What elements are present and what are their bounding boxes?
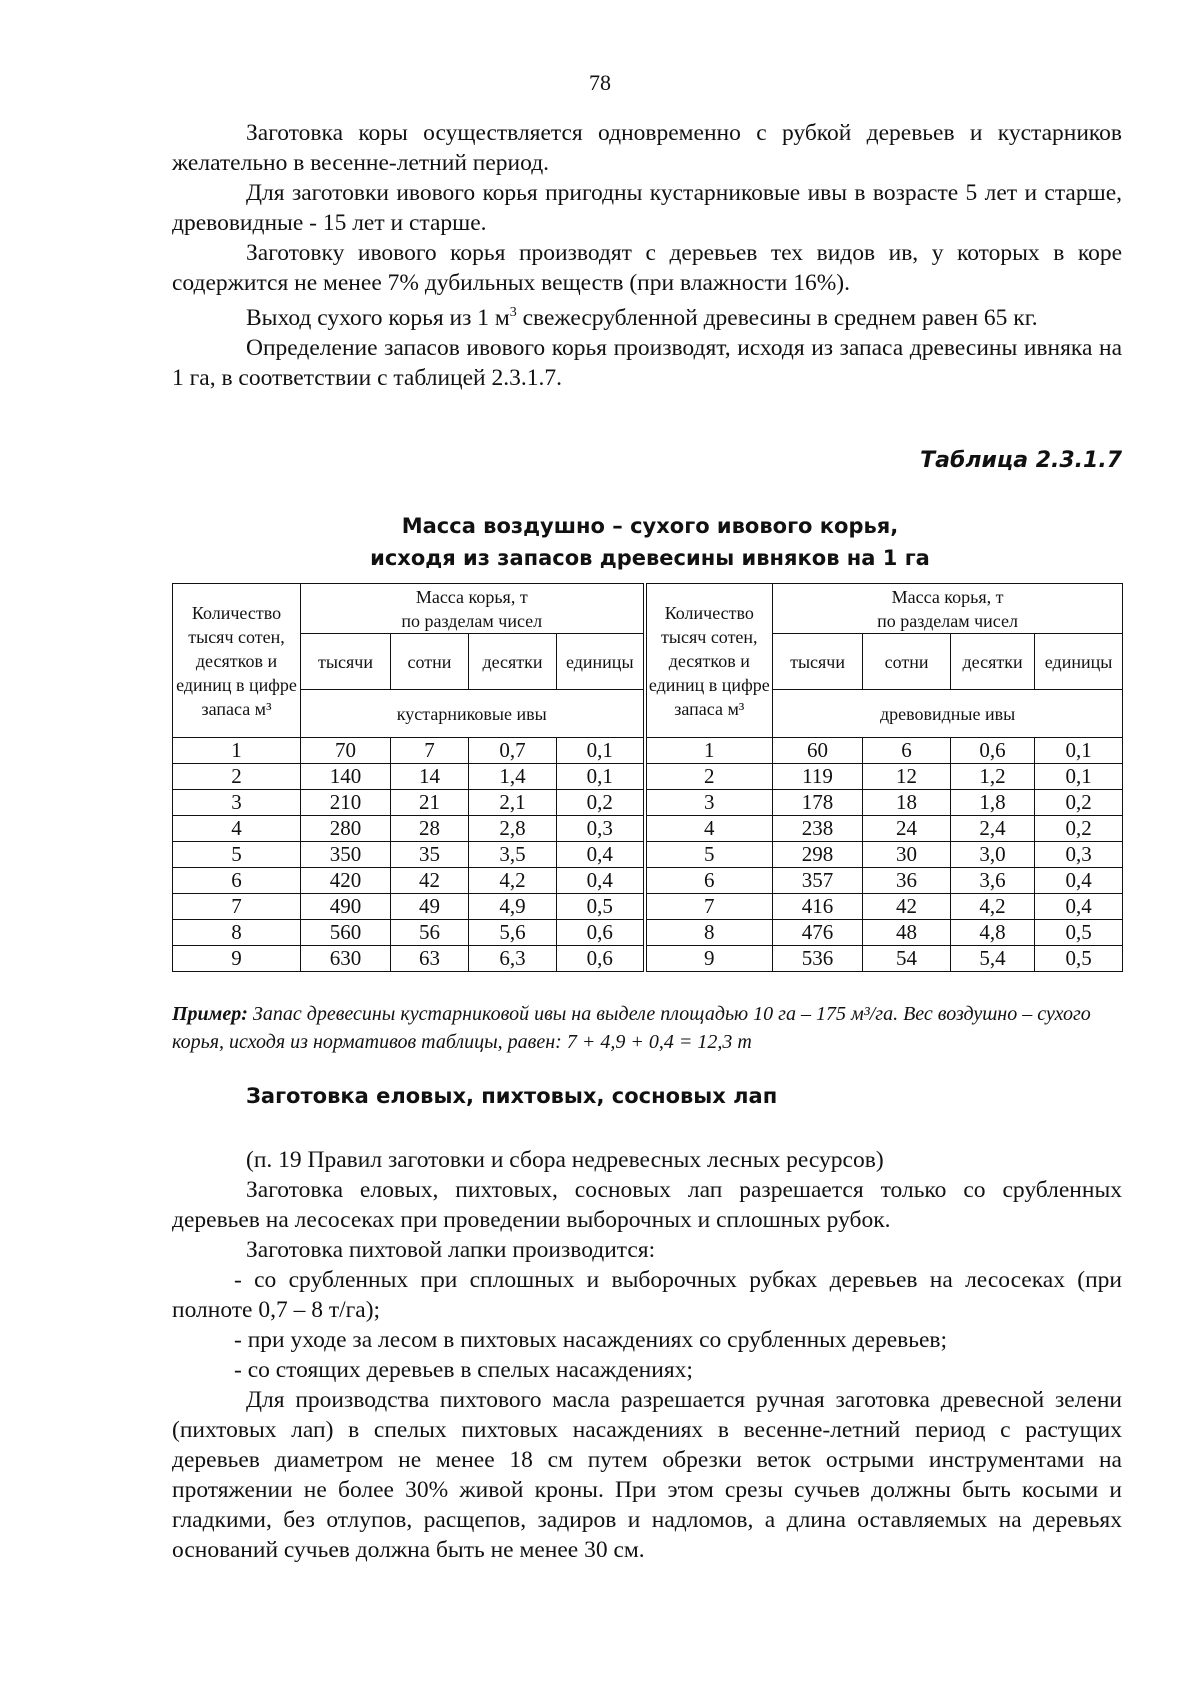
table-cell: 2,4 (951, 816, 1035, 842)
example-text: Запас древесины кустарниковой ивы на выделе площадью 10 га – 175 м³/га. Вес воздушно – сухого корья, исходя из нормативов таблицы, равен: 7 + 4,9 + 0,4 = 12,3 т (172, 1003, 1091, 1053)
table-cell: 4,9 (469, 894, 557, 920)
table-cell: 210 (301, 790, 391, 816)
stock-header-right: Количество тысяч сотен, десятков и единиц в цифре запаса м³ (645, 584, 773, 738)
table-cell: 0,2 (1035, 790, 1123, 816)
table-cell: 0,2 (1035, 816, 1123, 842)
table-cell: 630 (301, 946, 391, 972)
table-cell: 2 (173, 764, 301, 790)
table-row (173, 894, 1123, 920)
list-item: - при уходе за лесом в пихтовых насаждениях со срубленных деревьев; (234, 1327, 947, 1353)
table-cell: 490 (301, 894, 391, 920)
table-cell: 21 (391, 790, 469, 816)
table-row (173, 842, 1123, 868)
table-cell: 7 (645, 894, 773, 920)
table-cell: 3,6 (951, 868, 1035, 894)
table-cell: 4 (645, 816, 773, 842)
paragraph: Заготовка коры осуществляется одновременно с рубкой деревьев и кустарников желательно в весенне-летний период. (172, 120, 1122, 176)
table-cell: 420 (301, 868, 391, 894)
table-cell: 350 (301, 842, 391, 868)
paragraph: Для заготовки ивового корья пригодны кустарниковые ивы в возрасте 5 лет и старше, древовидные - 15 лет и старше. (172, 180, 1122, 236)
col-units: единицы (557, 634, 645, 690)
example-note (172, 1000, 1122, 1056)
table-cell: 3,0 (951, 842, 1035, 868)
table-cell: 0,4 (557, 868, 645, 894)
section-title: Заготовка еловых, пихтовых, сосновых лап (246, 1084, 778, 1108)
table-cell: 0,1 (557, 764, 645, 790)
table-cell: 4,8 (951, 920, 1035, 946)
col-units: единицы (1035, 634, 1123, 690)
table-row (173, 868, 1123, 894)
table-cell: 0,3 (557, 816, 645, 842)
table-cell: 56 (391, 920, 469, 946)
table-cell: 63 (391, 946, 469, 972)
table-cell: 12 (863, 764, 951, 790)
table-cell: 6 (173, 868, 301, 894)
table-cell: 536 (773, 946, 863, 972)
table-cell: 1 (173, 738, 301, 764)
table-cell: 6,3 (469, 946, 557, 972)
mass-header-line: по разделам чисел (401, 610, 543, 631)
table-cell: 18 (863, 790, 951, 816)
table-cell: 60 (773, 738, 863, 764)
table-cell: 238 (773, 816, 863, 842)
table-cell: 70 (301, 738, 391, 764)
paragraph: (п. 19 Правил заготовки и сбора недревесных лесных ресурсов) (246, 1147, 884, 1173)
table-cell: 0,5 (557, 894, 645, 920)
mass-header-left (301, 584, 645, 634)
table-cell: 1,4 (469, 764, 557, 790)
table-cell: 7 (173, 894, 301, 920)
table-cell: 6 (863, 738, 951, 764)
table-cell: 24 (863, 816, 951, 842)
table-title-line: исходя из запасов древесины ивняков на 1 га (370, 546, 930, 570)
table-cell: 9 (173, 946, 301, 972)
yield-text: свежесрубленной древесины в среднем равен 65 кг. (516, 304, 1038, 331)
table-row (173, 790, 1123, 816)
table-cell: 2,1 (469, 790, 557, 816)
table-cell: 357 (773, 868, 863, 894)
table-cell: 0,4 (1035, 868, 1123, 894)
table-cell: 42 (863, 894, 951, 920)
paragraph: Для производства пихтового масла разрешается ручная заготовка древесной зелени (пихтовых лап) в спелых пихтовых насаждениях в весенне-летний период с растущих деревьев диаметром не менее 18 см путем обрезки веток острыми инструментами на протяжении не более 30% живой кроны. При этом срезы сучьев должны быть косыми и гладкими, без отлупов, расщепов, задиров и надломов, а длина оставляемых на деревьях оснований сучьев должна быть не менее 30 см. (172, 1387, 1122, 1563)
table-cell: 0,2 (557, 790, 645, 816)
table-cell: 0,4 (557, 842, 645, 868)
table-cell: 4 (173, 816, 301, 842)
table-cell: 0,6 (557, 946, 645, 972)
table-cell: 280 (301, 816, 391, 842)
intro-text (172, 118, 1122, 393)
table-cell: 28 (391, 816, 469, 842)
table-cell: 0,5 (1035, 946, 1123, 972)
table-cell: 48 (863, 920, 951, 946)
table-caption: Таблица 2.3.1.7 (920, 448, 1122, 473)
section-text (172, 1145, 1122, 1565)
yield-text: Выход сухого корья из 1 м (246, 304, 510, 331)
table-cell: 6 (645, 868, 773, 894)
table-cell: 42 (391, 868, 469, 894)
yield-paragraph (172, 298, 1122, 333)
table-row (173, 920, 1123, 946)
table-cell: 5 (645, 842, 773, 868)
table-cell: 2 (645, 764, 773, 790)
table-cell: 5 (173, 842, 301, 868)
col-thousands: тысячи (773, 634, 863, 690)
table-cell: 5,4 (951, 946, 1035, 972)
table-cell: 49 (391, 894, 469, 920)
table-title-line: Масса воздушно – сухого ивового корья, (401, 514, 899, 538)
list-item: - со стоящих деревьев в спелых насаждениях; (234, 1357, 693, 1383)
table-cell: 560 (301, 920, 391, 946)
table-cell: 1 (645, 738, 773, 764)
table-cell: 0,6 (951, 738, 1035, 764)
table-row (173, 816, 1123, 842)
table-cell: 140 (301, 764, 391, 790)
col-thousands: тысячи (301, 634, 391, 690)
table-title (0, 510, 1200, 574)
col-hundreds: сотни (863, 634, 951, 690)
paragraph: Заготовка пихтовой лапки производится: (246, 1237, 656, 1263)
col-tens: десятки (469, 634, 557, 690)
table-cell: 1,8 (951, 790, 1035, 816)
table-cell: 119 (773, 764, 863, 790)
mass-header-line: Масса корья, т (415, 586, 528, 607)
paragraph: Заготовку ивового корья производят с деревьев тех видов ив, у которых в коре содержится не менее 7% дубильных веществ (при влажности 16%). (172, 240, 1122, 296)
group-tree-willows: древовидные ивы (773, 690, 1123, 738)
mass-header-right (773, 584, 1123, 634)
bark-mass-table (172, 583, 1123, 972)
table-cell: 8 (173, 920, 301, 946)
list-item: - со срубленных при сплошных и выборочных рубках деревьев на лесосеках (при полноте 0,7 – 8 т/га); (172, 1267, 1122, 1323)
example-label: Пример: (172, 1003, 248, 1025)
table-cell: 7 (391, 738, 469, 764)
table-cell: 9 (645, 946, 773, 972)
table-row (173, 764, 1123, 790)
superscript: 3 (509, 305, 517, 320)
table-cell: 0,1 (557, 738, 645, 764)
table-cell: 178 (773, 790, 863, 816)
table-cell: 30 (863, 842, 951, 868)
col-hundreds: сотни (391, 634, 469, 690)
table-cell: 0,3 (1035, 842, 1123, 868)
table-cell: 298 (773, 842, 863, 868)
table-cell: 0,1 (1035, 738, 1123, 764)
table-cell: 4,2 (951, 894, 1035, 920)
page-number: 78 (589, 70, 611, 95)
paragraph: Определение запасов ивового корья производят, исходя из запаса древесины ивняка на 1 га, в соответствии с таблицей 2.3.1.7. (172, 334, 1122, 391)
table-cell: 36 (863, 868, 951, 894)
table-cell: 4,2 (469, 868, 557, 894)
mass-header-line: по разделам чисел (877, 610, 1018, 631)
table-row (173, 738, 1123, 764)
group-shrub-willows: кустарниковые ивы (301, 690, 645, 738)
table-cell: 14 (391, 764, 469, 790)
mass-header-line: Масса корья, т (891, 586, 1004, 607)
table-cell: 1,2 (951, 764, 1035, 790)
table-cell: 3 (173, 790, 301, 816)
table-cell: 476 (773, 920, 863, 946)
paragraph: Заготовка еловых, пихтовых, сосновых лап разрешается только со срубленных деревьев на лесосеках при проведении выборочных и сплошных рубок. (172, 1177, 1122, 1233)
table-cell: 0,1 (1035, 764, 1123, 790)
table-cell: 54 (863, 946, 951, 972)
table-cell: 0,4 (1035, 894, 1123, 920)
table-cell: 35 (391, 842, 469, 868)
table-cell: 0,5 (1035, 920, 1123, 946)
stock-header-left: Количество тысяч сотен, десятков и единиц в цифре запаса м³ (173, 584, 301, 738)
table-cell: 0,7 (469, 738, 557, 764)
table-cell: 3 (645, 790, 773, 816)
table-cell: 3,5 (469, 842, 557, 868)
table-cell: 2,8 (469, 816, 557, 842)
table-row (173, 946, 1123, 972)
table-cell: 5,6 (469, 920, 557, 946)
table-body (173, 738, 1123, 972)
table-cell: 0,6 (557, 920, 645, 946)
table-cell: 8 (645, 920, 773, 946)
col-tens: десятки (951, 634, 1035, 690)
table-cell: 416 (773, 894, 863, 920)
